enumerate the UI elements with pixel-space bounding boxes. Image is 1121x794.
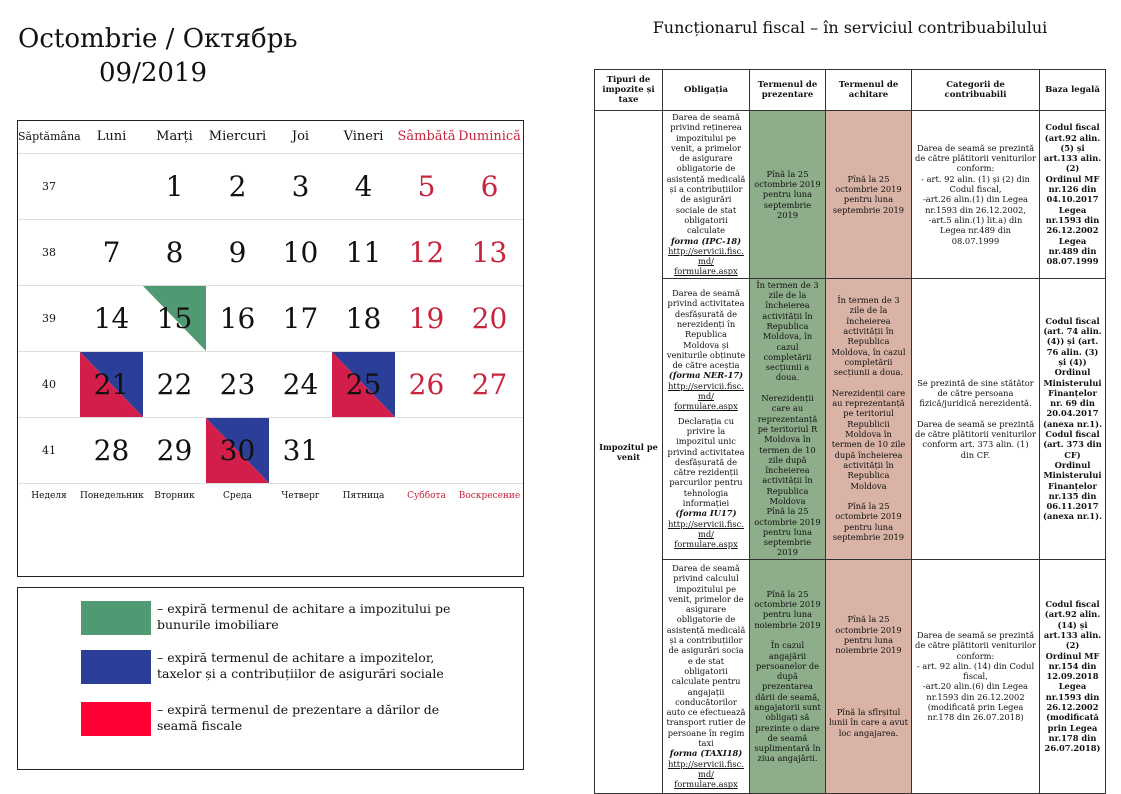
- categories-text: Darea de seamă se prezintă de către plătitorii veniturilor conform: - art. 92 alin. (1) și (2) din Codul fiscal, -art.26 alin.(1) din Legea nr.1593 din 26.12.2002, -art.5 alin.(1) lit.a) din Legea nr.489 din 08.07.1999: [915, 142, 1036, 246]
- table-header-row: [595, 70, 1106, 111]
- day-name-ru: Пятница: [342, 491, 385, 501]
- legend-item-green: [81, 601, 477, 635]
- day-number: 6: [480, 170, 499, 203]
- week-number: 39: [42, 312, 56, 325]
- day-number: 24: [282, 368, 319, 401]
- day-name-ru: Среда: [223, 491, 252, 501]
- week-number: 41: [42, 444, 56, 457]
- term-pay-cell: [826, 111, 912, 279]
- calendar-day: [143, 418, 206, 483]
- form-name: forma (IPC-18): [670, 235, 742, 246]
- obligation-text: Darea de seamă privind activitatea desfășurată de nerezidenți în Republica Moldova și veniturile obținute de către aceștia: [666, 288, 746, 371]
- legend-text: – expiră termenul de achitare a impozitului pe bunurile imobiliare: [157, 601, 451, 632]
- legal-basis-text: Codul fiscal (art. 74 alin. (4)) și (art. 76 alin. (3) și (4)) Ordinul Ministerului Finanțelor nr. 69 din 20.04.2017 (anexa nr.1). Codul fiscal (art. 373 din CF) Ordinul Ministerului Finanțelor nr.135 din 06.11.2017 (anexa nr.1).: [1043, 315, 1102, 522]
- header-legal-basis: Baza legală: [1040, 70, 1106, 111]
- term-pay-text: Pînă la 25 octombrie 2019 pentru luna septembrie 2019: [832, 173, 905, 215]
- tax-obligations-table: [594, 69, 1106, 794]
- calendar-day: [332, 154, 395, 219]
- day-number: 4: [354, 170, 373, 203]
- day-number: 15: [156, 302, 193, 335]
- day-number: 10: [282, 236, 319, 269]
- calendar-day: [458, 220, 521, 285]
- term-present-text: Pînă la 25 octombrie 2019 pentru luna septembrie 2019: [754, 168, 821, 220]
- calendar-day: [269, 352, 332, 417]
- day-name-ru: Четверг: [281, 491, 320, 501]
- term-pay-cell: [826, 559, 912, 793]
- calendar-date-title: 09/2019: [98, 58, 207, 88]
- day-number: 16: [219, 302, 256, 335]
- calendar-week-row: [18, 352, 523, 418]
- calendar-day: [395, 286, 458, 351]
- day-number: 23: [219, 368, 256, 401]
- day-name-mon: Luni: [96, 129, 127, 144]
- legal-basis-cell: [1040, 278, 1106, 559]
- day-number: 2: [228, 170, 247, 203]
- calendar-title: [18, 22, 298, 90]
- categories-text: Darea de seamă se prezintă de către plătitorii veniturilor conform: - art. 92 alin. (14) din Codul fiscal, -art.20 alin.(6) din Legea nr.1593 din 26.12.2002 (modificată prin Legea nr.178 din 26.07.2018): [915, 629, 1036, 723]
- calendar-day: [395, 352, 458, 417]
- day-number: 9: [228, 236, 247, 269]
- header-term-pay: Termenul de achitare: [826, 70, 912, 111]
- calendar-day: [206, 418, 269, 483]
- calendar-day: [332, 220, 395, 285]
- day-name-sat: Sâmbătă: [397, 129, 456, 144]
- legend-swatch-green: [81, 601, 151, 635]
- term-present-text: În termen de 3 zile de la încheierea activității în Republica Moldova, în cazul completării secțiunii a doua. Nerezidenții care au reprezentanță pe teritoriul R Moldova în termen de 10 zile după încheierea activității în Republica Moldova Pînă la 25 octombrie 2019 pentru luna septembrie 2019: [754, 279, 821, 558]
- day-number: 25: [345, 368, 382, 401]
- calendar-day: [269, 220, 332, 285]
- calendar-day: [206, 220, 269, 285]
- form-name: forma (TAXI18): [669, 748, 743, 759]
- legend-item-red: [81, 702, 477, 736]
- legend: [17, 587, 524, 770]
- day-name-fri: Vineri: [343, 129, 384, 144]
- calendar-week-row: [18, 154, 523, 220]
- week-number: 37: [42, 180, 56, 193]
- categories-cell: [912, 111, 1040, 279]
- categories-cell: [912, 278, 1040, 559]
- calendar-day: [143, 220, 206, 285]
- day-number: 18: [345, 302, 382, 335]
- calendar-day: [269, 154, 332, 219]
- header-term-present: Termenul de prezentare: [750, 70, 826, 111]
- calendar-day: [332, 286, 395, 351]
- day-number: 7: [102, 236, 121, 269]
- day-number: 17: [282, 302, 319, 335]
- legend-swatch-red: [81, 702, 151, 736]
- table-row: [595, 111, 1106, 279]
- table-row: [595, 559, 1106, 793]
- calendar-day: [206, 154, 269, 219]
- calendar-day: [269, 418, 332, 483]
- day-number: 5: [417, 170, 436, 203]
- legend-text: – expiră termenul de prezentare a dărilor de seamă fiscale: [157, 702, 440, 733]
- day-number: 8: [165, 236, 184, 269]
- table-title: Funcționarul fiscal – în serviciul contribuabilului: [652, 18, 1048, 37]
- week-number: 38: [42, 246, 56, 259]
- day-number: 30: [219, 434, 256, 467]
- calendar-day: [395, 418, 458, 483]
- legal-basis-text: Codul fiscal (art.92 alin. (5) și art.133 alin.(2) Ordinul MF nr.126 din 04.10.2017 Legea nr.1593 din 26.12.2002 Legea nr.489 din 08.07.1999: [1043, 122, 1102, 267]
- day-number: 31: [282, 434, 319, 467]
- calendar-week-row: [18, 286, 523, 352]
- day-number: 27: [471, 368, 508, 401]
- form-name: (forma NER-17): [668, 370, 744, 381]
- calendar-month-title: Octombrie / Октябрь: [18, 24, 298, 54]
- day-number: 14: [93, 302, 130, 335]
- day-number: 21: [93, 368, 130, 401]
- legal-basis-cell: [1040, 559, 1106, 793]
- day-number: 1: [165, 170, 184, 203]
- day-number: 12: [408, 236, 445, 269]
- header-categories: Categorii de contribuabili: [912, 70, 1040, 111]
- calendar-day: [80, 286, 143, 351]
- calendar-day: [332, 352, 395, 417]
- obligation-text-2: Declarația cu privire la impozitul unic privind activitatea desfășurată de către rezidenții parcurilor pentru tehnologia informației: [667, 415, 745, 508]
- term-present-cell: [750, 559, 826, 793]
- form-link[interactable]: http://servicii.fisc. md/ formulare.aspx: [668, 380, 744, 412]
- calendar-day: [206, 286, 269, 351]
- term-pay-text: În termen de 3 zile de la încheierea activității în Republica Moldova, în cazul completării secțiunii a doua. Nerezidenții care au reprezentanță pe teritoriul Republicii Moldova în termen de 10 zile după încheierea activității în Republica Moldova Pînă la 25 octombrie 2019 pentru luna septembrie 2019: [831, 295, 906, 543]
- week-number: 40: [42, 378, 56, 391]
- header-tax-type: Tipuri de impozite și taxe: [595, 70, 663, 111]
- calendar-day: [458, 154, 521, 219]
- calendar-day: [206, 352, 269, 417]
- day-name-sun: Duminică: [458, 129, 521, 144]
- legal-basis-text: Codul fiscal (art.92 alin. (14) și art.133 alin.(2) Ordinul MF nr.154 din 12.09.2018 Legea nr.1593 din 26.12.2002 (modificată prin Legea nr.178 din 26.07.2018): [1043, 599, 1102, 754]
- calendar-footer-ru: [18, 484, 523, 508]
- calendar-day: [80, 418, 143, 483]
- calendar: [17, 120, 524, 577]
- day-name-thu: Joi: [291, 129, 310, 144]
- calendar-day: [143, 352, 206, 417]
- calendar-header: [18, 121, 523, 154]
- day-name-wed: Miercuri: [208, 129, 267, 144]
- day-number: 22: [156, 368, 193, 401]
- form-name-2: (forma IU17): [675, 508, 737, 519]
- categories-text: Se prezintă de sine stătător de către persoana fizică/juridică nerezidentă. Darea de seamă se prezintă de către plătitorii veniturilor conform art. 373 alin. (1) din CF.: [915, 377, 1036, 460]
- day-number: 20: [471, 302, 508, 335]
- calendar-week-row: [18, 220, 523, 286]
- day-number: 26: [408, 368, 445, 401]
- calendar-day: [458, 418, 521, 483]
- calendar-day: [332, 418, 395, 483]
- week-label: Săptămâna: [18, 130, 81, 143]
- day-number: 28: [93, 434, 130, 467]
- calendar-day: [458, 286, 521, 351]
- day-name-tue: Marți: [156, 129, 193, 144]
- form-link-2[interactable]: http://servicii.fisc. md/ formulare.aspx: [668, 518, 744, 550]
- calendar-day: [80, 220, 143, 285]
- obligation-text: Darea de seamă privind calculul impozitului pe venit, primelor de asigurare obligatorie de asistență medicală și a contribuțiilor de asigurări socia e de stat obligatorii calculate pentru angajații conducătorilor auto ce efectuează transport rutier de persoane în regim taxi: [666, 563, 746, 749]
- obligation-cell: [663, 559, 750, 793]
- day-number: 29: [156, 434, 193, 467]
- term-pay-cell: [826, 278, 912, 559]
- header-obligation: Obligația: [663, 70, 750, 111]
- day-name-ru: Вторник: [154, 491, 195, 501]
- obligation-text: Darea de seamă privind reținerea impozitului pe venit, a primelor de asigurare obligatorie de asistență medicală și a contribuțiilor de asigurări sociale de stat obligatorii calculate: [666, 112, 746, 236]
- day-name-ru: Понедельник: [80, 491, 144, 501]
- form-link[interactable]: http://servicii.fisc. md/ formulare.aspx: [668, 758, 744, 790]
- table-row: [595, 278, 1106, 559]
- term-present-text: Pînă la 25 octombrie 2019 pentru luna noiembrie 2019 În cazul angajării persoanelor de după prezentarea dării de seamă, angajatorii sunt obligați să prezinte o dare de seamă suplimentară în ziua angajării.: [754, 588, 821, 764]
- categories-cell: [912, 559, 1040, 793]
- day-name-ru: Суббота: [407, 491, 446, 501]
- day-name-ru: Неделя: [31, 491, 67, 501]
- calendar-day: [143, 286, 206, 351]
- calendar-week-row: [18, 418, 523, 484]
- term-present-cell: [750, 278, 826, 559]
- calendar-day: [395, 220, 458, 285]
- calendar-day: [458, 352, 521, 417]
- legend-item-blue: [81, 650, 477, 684]
- obligation-cell: [663, 278, 750, 559]
- calendar-day: [143, 154, 206, 219]
- calendar-day: [80, 352, 143, 417]
- term-present-cell: [750, 111, 826, 279]
- calendar-day: [80, 154, 143, 219]
- day-number: 13: [471, 236, 508, 269]
- day-number: 3: [291, 170, 310, 203]
- legal-basis-cell: [1040, 111, 1106, 279]
- calendar-day: [269, 286, 332, 351]
- day-name-ru: Воскресение: [458, 491, 521, 501]
- term-pay-text: Pînă la 25 octombrie 2019 pentru luna noiembrie 2019 Pînă la sfîrșitul lunii în care a avut loc angajarea.: [829, 614, 908, 738]
- day-number: 19: [408, 302, 445, 335]
- tax-type-cell: Impozitul pe venit: [595, 111, 663, 794]
- legend-text: – expiră termenul de achitare a impozitelor, taxelor și a contribuțiilor de asigurări sociale: [157, 650, 444, 681]
- form-link[interactable]: http://servicii.fisc. md/ formulare.aspx: [668, 245, 744, 277]
- obligation-cell: [663, 111, 750, 279]
- legend-swatch-blue: [81, 650, 151, 684]
- day-number: 11: [345, 236, 382, 269]
- calendar-day: [395, 154, 458, 219]
